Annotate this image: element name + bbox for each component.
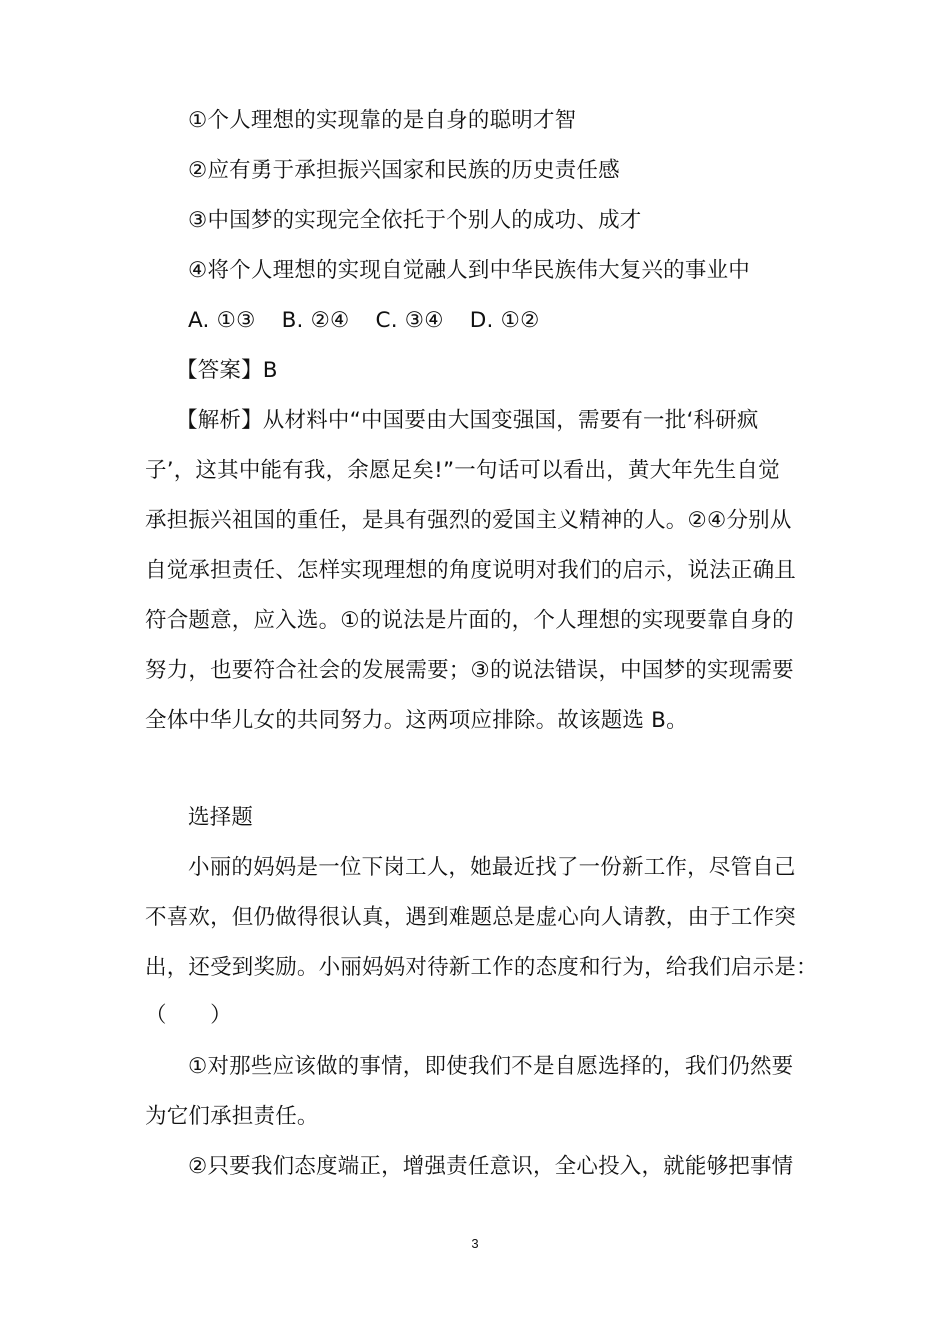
- analysis-line: 子’，这其中能有我，余愿足矣!”一句话可以看出，黄大年先生自觉: [145, 458, 780, 483]
- analysis-line: 符合题意，应入选。①的说法是片面的，个人理想的实现要靠自身的: [145, 608, 794, 633]
- q2-stem-line: 小丽的妈妈是一位下岗工人，她最近找了一份新工作，尽管自己: [188, 855, 796, 880]
- analysis-line: 【解析】从材料中“中国要由大国变强国，需要有一批‘科研疯: [176, 408, 759, 433]
- q2-stem-line: 出，还受到奖励。小丽妈妈对待新工作的态度和行为，给我们启示是：: [145, 955, 818, 980]
- option-d: D. ①②: [469, 308, 540, 333]
- q2-statement-1: ①对那些应该做的事情，即使我们不是自愿选择的，我们仍然要: [188, 1054, 794, 1079]
- q1-answer: 【答案】B: [176, 358, 278, 383]
- q2-answer-blank: （ ）: [145, 1003, 232, 1028]
- q1-options-row: [188, 306, 540, 336]
- analysis-line: 自觉承担责任、怎样实现理想的角度说明对我们的启示，说法正确且: [145, 558, 797, 583]
- q1-statement-4: ④将个人理想的实现自觉融人到中华民族伟大复兴的事业中: [188, 258, 750, 283]
- q2-stem-line: 不喜欢，但仍做得很认真，遇到难题总是虚心向人请教，由于工作突: [145, 905, 797, 930]
- option-c: C. ③④: [375, 308, 444, 333]
- page-number: 3: [471, 1236, 479, 1251]
- q2-heading: 选择题: [188, 805, 254, 830]
- option-a: A. ①③: [188, 308, 256, 333]
- q2-statement-1-cont: 为它们承担责任。: [145, 1104, 319, 1129]
- analysis-line: 努力，也要符合社会的发展需要；③的说法错误，中国梦的实现需要: [145, 658, 794, 683]
- q1-statement-3: ③中国梦的实现完全依托于个别人的成功、成才: [188, 208, 642, 233]
- option-b: B. ②④: [281, 308, 350, 333]
- analysis-line: 承担振兴祖国的重任，是具有强烈的爱国主义精神的人。②④分别从: [145, 508, 792, 533]
- q1-statement-2: ②应有勇于承担振兴国家和民族的历史责任感: [188, 158, 620, 183]
- q2-statement-2: ②只要我们态度端正，增强责任意识，全心投入，就能够把事情: [188, 1154, 794, 1179]
- analysis-line: 全体中华儿女的共同努力。这两项应排除。故该题选 B。: [145, 708, 688, 733]
- q1-statement-1: ①个人理想的实现靠的是自身的聪明才智: [188, 108, 577, 133]
